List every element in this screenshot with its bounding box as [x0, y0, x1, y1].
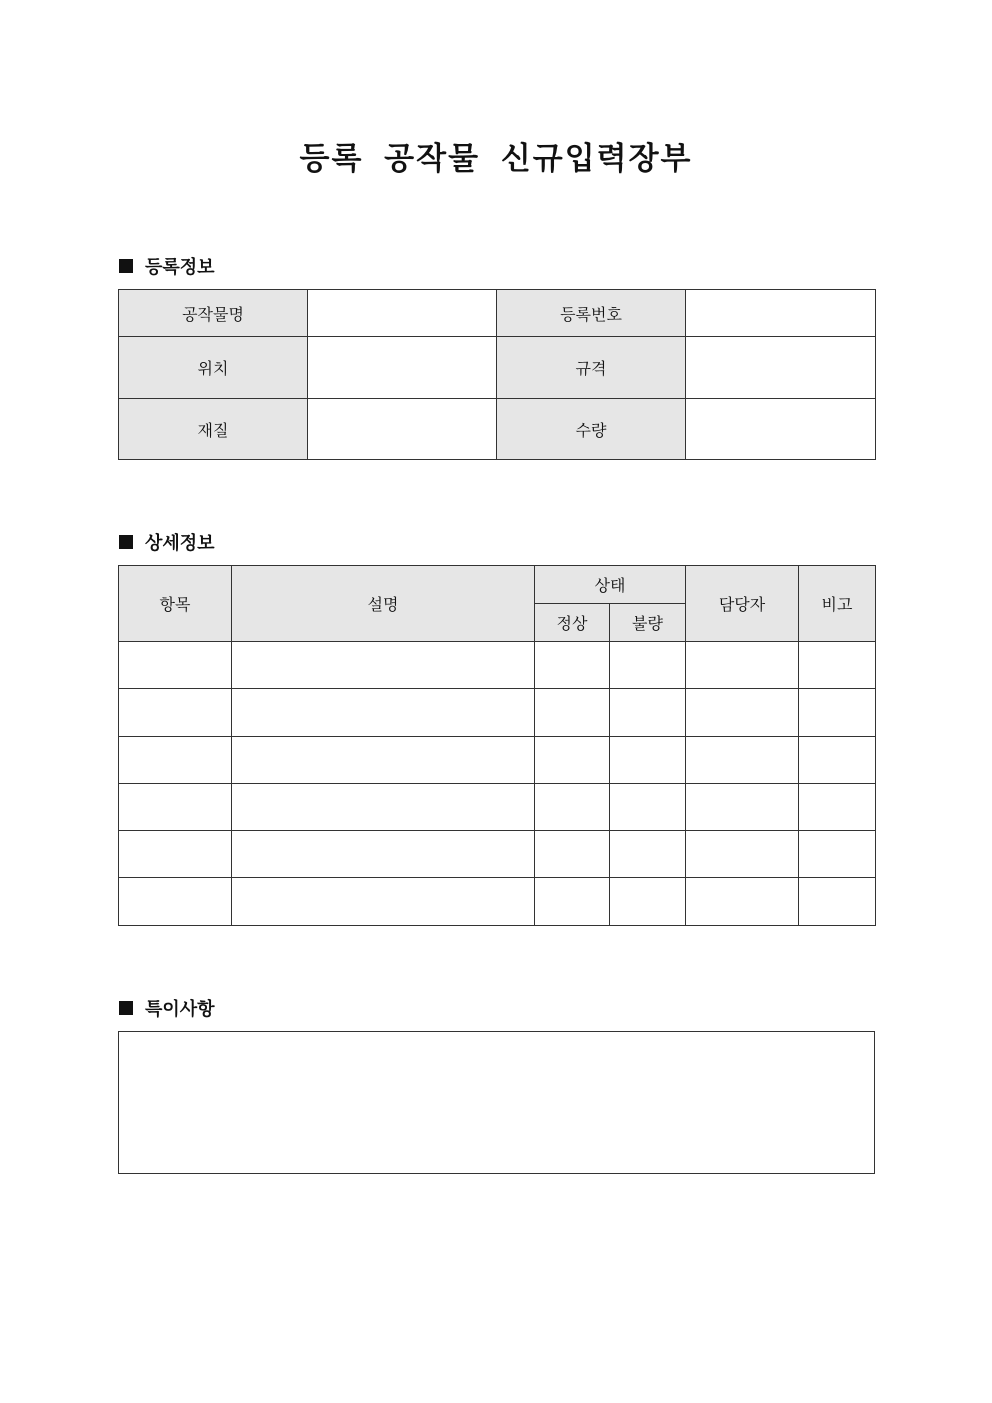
value-spec[interactable]	[686, 337, 876, 399]
section-heading-details	[119, 529, 215, 555]
value-name[interactable]	[308, 290, 497, 337]
cell-normal[interactable]	[535, 831, 610, 878]
cell-description[interactable]	[232, 878, 535, 926]
cell-description[interactable]	[232, 642, 535, 689]
cell-defective[interactable]	[610, 878, 686, 926]
section-label: 상세정보	[145, 533, 215, 554]
table-row	[119, 642, 876, 689]
cell-normal[interactable]	[535, 642, 610, 689]
header-manager: 담당자	[686, 566, 799, 642]
table-row	[119, 831, 876, 878]
table-row	[119, 689, 876, 737]
cell-manager[interactable]	[686, 831, 799, 878]
cell-description[interactable]	[232, 737, 535, 784]
header-item: 항목	[119, 566, 232, 642]
table-row	[119, 737, 876, 784]
cell-description[interactable]	[232, 784, 535, 831]
cell-item[interactable]	[119, 737, 232, 784]
cell-defective[interactable]	[610, 737, 686, 784]
square-bullet-icon	[119, 259, 133, 273]
header-note: 비고	[799, 566, 876, 642]
cell-normal[interactable]	[535, 737, 610, 784]
header-description: 설명	[232, 566, 535, 642]
label-reg-no: 등록번호	[497, 290, 686, 337]
detail-table	[118, 565, 876, 926]
label-material: 재질	[119, 399, 308, 460]
value-quantity[interactable]	[686, 399, 876, 460]
label-quantity: 수량	[497, 399, 686, 460]
cell-item[interactable]	[119, 784, 232, 831]
cell-normal[interactable]	[535, 784, 610, 831]
cell-normal[interactable]	[535, 878, 610, 926]
value-reg-no[interactable]	[686, 290, 876, 337]
label-name: 공작물명	[119, 290, 308, 337]
value-location[interactable]	[308, 337, 497, 399]
remarks-box[interactable]	[118, 1031, 875, 1174]
cell-defective[interactable]	[610, 831, 686, 878]
cell-item[interactable]	[119, 831, 232, 878]
cell-description[interactable]	[232, 689, 535, 737]
cell-note[interactable]	[799, 784, 876, 831]
header-defective: 불량	[610, 604, 686, 642]
cell-note[interactable]	[799, 689, 876, 737]
table-row	[119, 878, 876, 926]
table-row	[119, 784, 876, 831]
square-bullet-icon	[119, 1001, 133, 1015]
cell-note[interactable]	[799, 831, 876, 878]
section-heading-registration	[119, 253, 215, 279]
cell-description[interactable]	[232, 831, 535, 878]
cell-manager[interactable]	[686, 689, 799, 737]
header-normal: 정상	[535, 604, 610, 642]
section-label: 특이사항	[145, 999, 215, 1020]
cell-manager[interactable]	[686, 878, 799, 926]
cell-item[interactable]	[119, 878, 232, 926]
cell-note[interactable]	[799, 878, 876, 926]
cell-defective[interactable]	[610, 642, 686, 689]
page-title: 등록 공작물 신규입력장부	[299, 141, 693, 177]
cell-defective[interactable]	[610, 784, 686, 831]
registration-table	[118, 289, 876, 460]
cell-normal[interactable]	[535, 689, 610, 737]
value-material[interactable]	[308, 399, 497, 460]
header-status: 상태	[535, 566, 686, 604]
cell-manager[interactable]	[686, 737, 799, 784]
section-label: 등록정보	[145, 257, 215, 278]
cell-manager[interactable]	[686, 642, 799, 689]
label-location: 위치	[119, 337, 308, 399]
cell-item[interactable]	[119, 642, 232, 689]
section-heading-remarks	[119, 995, 215, 1021]
cell-item[interactable]	[119, 689, 232, 737]
cell-note[interactable]	[799, 737, 876, 784]
cell-note[interactable]	[799, 642, 876, 689]
cell-manager[interactable]	[686, 784, 799, 831]
label-spec: 규격	[497, 337, 686, 399]
cell-defective[interactable]	[610, 689, 686, 737]
square-bullet-icon	[119, 535, 133, 549]
